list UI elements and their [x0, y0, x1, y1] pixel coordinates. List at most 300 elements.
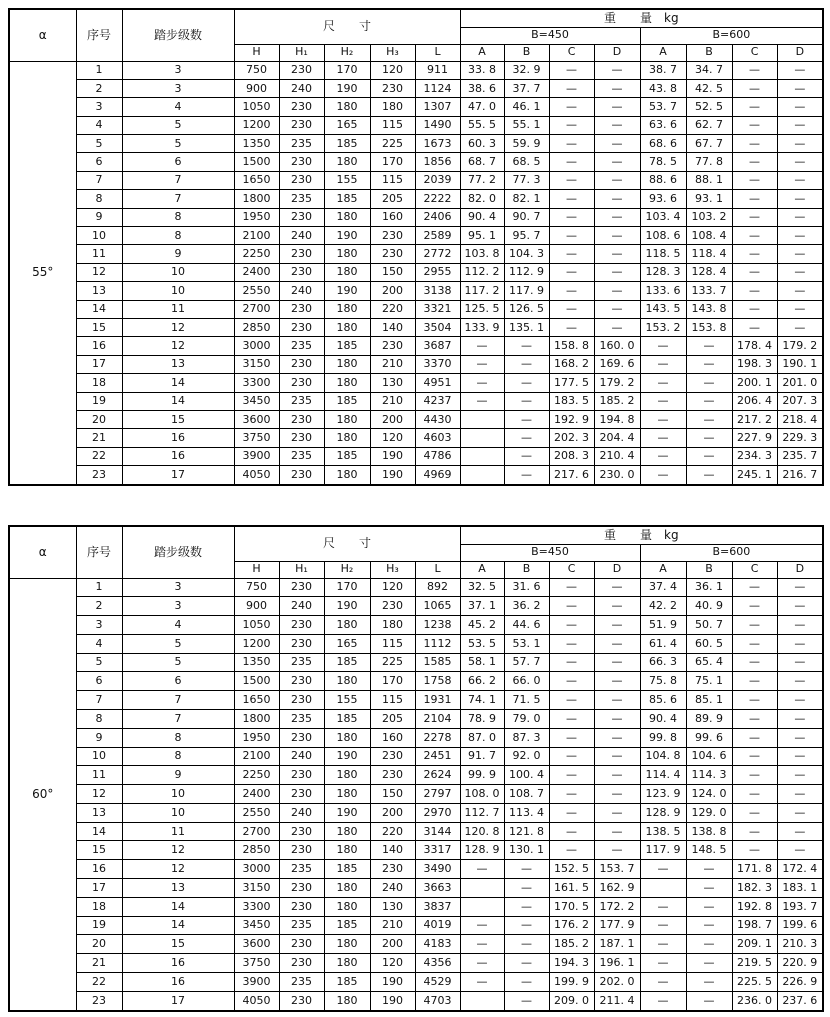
data-cell: 2772: [415, 245, 460, 263]
data-cell: 13: [122, 879, 234, 898]
data-cell: 2: [76, 79, 122, 97]
data-cell: 42. 5: [686, 79, 732, 97]
col-header-b450-D: D: [594, 561, 640, 578]
data-cell: 200: [370, 410, 415, 428]
col-header-b450-A: A: [460, 44, 504, 61]
data-cell: 180: [324, 466, 370, 485]
table-row: [9, 282, 823, 300]
data-cell: —: [732, 766, 777, 785]
data-cell: —: [777, 653, 823, 672]
data-cell: —: [686, 410, 732, 428]
data-cell: —: [732, 803, 777, 822]
data-cell: —: [594, 263, 640, 281]
data-cell: —: [594, 171, 640, 189]
data-cell: 1931: [415, 691, 460, 710]
data-cell: 160: [370, 728, 415, 747]
data-cell: —: [460, 972, 504, 991]
data-cell: 2104: [415, 709, 460, 728]
data-cell: 185: [324, 337, 370, 355]
data-cell: —: [777, 672, 823, 691]
data-cell: 47. 0: [460, 98, 504, 116]
data-cell: 235: [279, 860, 324, 879]
data-cell: 104. 3: [504, 245, 549, 263]
data-cell: 19: [76, 916, 122, 935]
data-cell: 117. 9: [504, 282, 549, 300]
data-cell: —: [594, 822, 640, 841]
data-cell: 68. 5: [504, 153, 549, 171]
data-cell: 240: [279, 227, 324, 245]
data-cell: —: [686, 374, 732, 392]
data-cell: 104. 8: [640, 747, 686, 766]
data-cell: —: [732, 116, 777, 134]
data-cell: —: [549, 300, 594, 318]
data-cell: 1800: [234, 190, 279, 208]
col-header-b450-B: B: [504, 44, 549, 61]
data-cell: 180: [324, 318, 370, 336]
data-cell: 1490: [415, 116, 460, 134]
data-cell: 13: [122, 355, 234, 373]
data-cell: 14: [122, 897, 234, 916]
data-cell: —: [686, 954, 732, 973]
data-cell: 113. 4: [504, 803, 549, 822]
data-cell: 171. 8: [732, 860, 777, 879]
data-cell: —: [732, 171, 777, 189]
data-cell: 22: [76, 972, 122, 991]
data-cell: 3600: [234, 935, 279, 954]
data-cell: 18: [76, 897, 122, 916]
data-cell: 143. 8: [686, 300, 732, 318]
data-cell: 170: [370, 672, 415, 691]
data-cell: 1065: [415, 597, 460, 616]
data-cell: —: [777, 578, 823, 597]
data-cell: 1200: [234, 116, 279, 134]
data-cell: —: [732, 785, 777, 804]
data-cell: —: [686, 860, 732, 879]
data-cell: 180: [370, 616, 415, 635]
data-cell: 201. 0: [777, 374, 823, 392]
data-cell: —: [686, 935, 732, 954]
data-cell: 225: [370, 135, 415, 153]
table-row: [9, 410, 823, 428]
data-cell: 180: [324, 355, 370, 373]
data-cell: 185: [324, 709, 370, 728]
data-cell: 13: [76, 803, 122, 822]
data-cell: 16: [76, 860, 122, 879]
table-row: [9, 578, 823, 597]
data-cell: 3900: [234, 972, 279, 991]
data-cell: 21: [76, 954, 122, 973]
data-cell: —: [640, 954, 686, 973]
data-cell: —: [777, 803, 823, 822]
data-cell: —: [732, 709, 777, 728]
table-row: [9, 860, 823, 879]
data-cell: —: [777, 171, 823, 189]
data-cell: —: [549, 766, 594, 785]
data-cell: 57. 7: [504, 653, 549, 672]
data-cell: —: [594, 653, 640, 672]
data-cell: 85. 1: [686, 691, 732, 710]
data-cell: 16: [122, 954, 234, 973]
group-header-weight: 重 量 kg: [460, 9, 823, 27]
col-header-b450-D: D: [594, 44, 640, 61]
header-row-top: [9, 9, 823, 27]
data-cell: —: [504, 897, 549, 916]
data-cell: 240: [279, 747, 324, 766]
group-header-b600: B=600: [640, 27, 823, 44]
data-cell: 23: [76, 466, 122, 485]
table-row: [9, 98, 823, 116]
data-cell: 180: [324, 935, 370, 954]
data-cell: 1673: [415, 135, 460, 153]
group-header-b450: B=450: [460, 544, 640, 561]
data-cell: —: [732, 135, 777, 153]
data-cell: 5: [122, 634, 234, 653]
data-cell: 199. 6: [777, 916, 823, 935]
data-cell: 2250: [234, 245, 279, 263]
data-cell: —: [686, 466, 732, 485]
data-cell: 180: [324, 785, 370, 804]
data-cell: 120: [370, 61, 415, 79]
data-cell: 190. 1: [777, 355, 823, 373]
data-cell: 90. 4: [640, 709, 686, 728]
table-row: [9, 429, 823, 447]
group-header-b450: B=450: [460, 27, 640, 44]
data-cell: 133. 6: [640, 282, 686, 300]
spec-table-60-degrees: [8, 525, 824, 1012]
data-cell: 66. 0: [504, 672, 549, 691]
data-cell: 180: [324, 766, 370, 785]
data-cell: —: [777, 822, 823, 841]
data-cell: —: [549, 597, 594, 616]
data-cell: 185: [324, 135, 370, 153]
data-cell: —: [732, 79, 777, 97]
data-cell: —: [594, 300, 640, 318]
data-cell: 108. 0: [460, 785, 504, 804]
data-cell: 99. 8: [640, 728, 686, 747]
data-cell: —: [460, 860, 504, 879]
data-cell: 33. 8: [460, 61, 504, 79]
spec-table-55-degrees: [8, 8, 824, 486]
data-cell: 1950: [234, 728, 279, 747]
data-cell: —: [549, 822, 594, 841]
data-cell: 180: [324, 263, 370, 281]
data-cell: 38. 6: [460, 79, 504, 97]
data-cell: —: [594, 208, 640, 226]
data-cell: [460, 991, 504, 1011]
data-cell: 7: [122, 691, 234, 710]
data-cell: —: [640, 337, 686, 355]
col-header-L: L: [415, 561, 460, 578]
data-cell: —: [732, 300, 777, 318]
data-cell: —: [504, 429, 549, 447]
data-cell: 2039: [415, 171, 460, 189]
data-cell: 178. 4: [732, 337, 777, 355]
data-cell: 82. 1: [504, 190, 549, 208]
data-cell: 15: [76, 318, 122, 336]
data-cell: —: [777, 728, 823, 747]
data-cell: 180: [324, 245, 370, 263]
data-cell: 3: [122, 578, 234, 597]
data-cell: 3: [122, 597, 234, 616]
data-cell: 82. 0: [460, 190, 504, 208]
data-cell: 100. 4: [504, 766, 549, 785]
data-cell: 230: [370, 337, 415, 355]
data-cell: 52. 5: [686, 98, 732, 116]
data-cell: 183. 5: [549, 392, 594, 410]
data-cell: 6: [122, 672, 234, 691]
data-cell: 165: [324, 634, 370, 653]
col-header-b600-A: A: [640, 561, 686, 578]
data-cell: 5: [122, 116, 234, 134]
table-row: [9, 653, 823, 672]
data-cell: —: [777, 634, 823, 653]
col-header-H3: H₃: [370, 44, 415, 61]
table-row: [9, 935, 823, 954]
data-cell: 9: [122, 245, 234, 263]
data-cell: —: [777, 116, 823, 134]
data-cell: —: [504, 972, 549, 991]
data-cell: 9: [122, 766, 234, 785]
data-cell: 7: [122, 190, 234, 208]
data-cell: 108. 7: [504, 785, 549, 804]
data-cell: —: [732, 190, 777, 208]
data-cell: —: [549, 116, 594, 134]
data-cell: 900: [234, 79, 279, 97]
data-cell: —: [594, 153, 640, 171]
data-cell: —: [549, 79, 594, 97]
data-cell: 61. 4: [640, 634, 686, 653]
data-cell: 230: [370, 227, 415, 245]
data-cell: 14: [122, 916, 234, 935]
data-cell: 9: [76, 728, 122, 747]
data-cell: 2222: [415, 190, 460, 208]
data-cell: 180: [324, 991, 370, 1011]
table-row: [9, 61, 823, 79]
data-cell: 20: [76, 410, 122, 428]
data-cell: 140: [370, 318, 415, 336]
data-cell: 6: [122, 153, 234, 171]
data-cell: —: [777, 98, 823, 116]
table-row: [9, 116, 823, 134]
data-cell: 68. 6: [640, 135, 686, 153]
data-cell: —: [640, 355, 686, 373]
data-cell: [460, 429, 504, 447]
data-cell: 235: [279, 916, 324, 935]
data-cell: —: [460, 355, 504, 373]
data-cell: —: [549, 578, 594, 597]
data-cell: 15: [122, 410, 234, 428]
data-cell: 190: [324, 597, 370, 616]
data-cell: 22: [76, 447, 122, 465]
data-cell: 104. 6: [686, 747, 732, 766]
data-cell: 112. 9: [504, 263, 549, 281]
data-cell: —: [549, 98, 594, 116]
data-cell: —: [549, 318, 594, 336]
data-cell: 180: [324, 410, 370, 428]
data-cell: 16: [122, 429, 234, 447]
table-row: [9, 672, 823, 691]
data-cell: 180: [324, 374, 370, 392]
data-cell: 18: [76, 374, 122, 392]
data-cell: 117. 2: [460, 282, 504, 300]
data-cell: —: [460, 935, 504, 954]
data-cell: 90. 7: [504, 208, 549, 226]
col-header-b600-D: D: [777, 561, 823, 578]
data-cell: 13: [76, 282, 122, 300]
table-row: [9, 766, 823, 785]
data-cell: 210. 3: [777, 935, 823, 954]
table-row: [9, 897, 823, 916]
col-header-L: L: [415, 44, 460, 61]
data-cell: —: [504, 916, 549, 935]
table-row: [9, 263, 823, 281]
data-cell: —: [594, 691, 640, 710]
data-cell: 185. 2: [549, 935, 594, 954]
data-cell: 180: [324, 879, 370, 898]
data-cell: —: [732, 634, 777, 653]
col-header-alpha: α: [9, 9, 76, 61]
data-cell: 115: [370, 691, 415, 710]
data-cell: 230: [279, 691, 324, 710]
table-row: [9, 954, 823, 973]
data-cell: 3: [122, 79, 234, 97]
data-cell: —: [640, 429, 686, 447]
data-cell: 179. 2: [594, 374, 640, 392]
data-cell: 187. 1: [594, 935, 640, 954]
data-cell: 63. 6: [640, 116, 686, 134]
table-row: [9, 392, 823, 410]
data-cell: —: [504, 954, 549, 973]
data-cell: 90. 4: [460, 208, 504, 226]
data-cell: —: [777, 300, 823, 318]
data-cell: 153. 8: [686, 318, 732, 336]
data-cell: 230: [279, 578, 324, 597]
data-cell: 53. 7: [640, 98, 686, 116]
data-cell: 95. 1: [460, 227, 504, 245]
data-cell: —: [777, 785, 823, 804]
data-cell: 245. 1: [732, 466, 777, 485]
data-cell: 217. 2: [732, 410, 777, 428]
data-cell: 911: [415, 61, 460, 79]
data-cell: 1200: [234, 634, 279, 653]
data-cell: 38. 7: [640, 61, 686, 79]
data-cell: 130. 1: [504, 841, 549, 860]
data-cell: 2589: [415, 227, 460, 245]
data-cell: 112. 7: [460, 803, 504, 822]
data-cell: 16: [122, 972, 234, 991]
data-cell: —: [686, 392, 732, 410]
data-cell: —: [549, 190, 594, 208]
data-cell: 114. 4: [640, 766, 686, 785]
data-cell: 17: [76, 355, 122, 373]
data-cell: —: [777, 190, 823, 208]
data-cell: 3300: [234, 374, 279, 392]
data-cell: 230: [279, 672, 324, 691]
data-cell: 34. 7: [686, 61, 732, 79]
table-row: [9, 318, 823, 336]
data-cell: —: [777, 153, 823, 171]
data-cell: 230: [279, 171, 324, 189]
data-cell: —: [640, 935, 686, 954]
data-cell: 200. 1: [732, 374, 777, 392]
data-cell: 4050: [234, 991, 279, 1011]
data-cell: 182. 3: [732, 879, 777, 898]
data-cell: —: [594, 672, 640, 691]
data-cell: 23: [76, 991, 122, 1011]
data-cell: —: [777, 61, 823, 79]
data-cell: 4951: [415, 374, 460, 392]
data-cell: 3750: [234, 429, 279, 447]
data-cell: 4969: [415, 466, 460, 485]
data-cell: —: [594, 597, 640, 616]
data-cell: 14: [76, 300, 122, 318]
data-cell: 155: [324, 691, 370, 710]
data-cell: —: [460, 954, 504, 973]
data-cell: —: [732, 822, 777, 841]
data-cell: 4430: [415, 410, 460, 428]
data-cell: —: [732, 841, 777, 860]
data-cell: 2955: [415, 263, 460, 281]
data-cell: [460, 410, 504, 428]
data-cell: 140: [370, 841, 415, 860]
data-cell: 129. 0: [686, 803, 732, 822]
data-cell: 17: [122, 466, 234, 485]
data-cell: —: [594, 634, 640, 653]
header-row-top: [9, 526, 823, 544]
data-cell: 8: [76, 709, 122, 728]
data-cell: —: [504, 935, 549, 954]
data-cell: 235: [279, 972, 324, 991]
data-cell: 240: [279, 79, 324, 97]
data-cell: 230: [279, 991, 324, 1011]
data-cell: 230. 0: [594, 466, 640, 485]
data-cell: 37. 1: [460, 597, 504, 616]
data-cell: 55. 1: [504, 116, 549, 134]
data-cell: 5: [122, 135, 234, 153]
data-cell: 892: [415, 578, 460, 597]
data-cell: 2970: [415, 803, 460, 822]
data-cell: 150: [370, 263, 415, 281]
data-cell: 235: [279, 337, 324, 355]
data-cell: 210: [370, 392, 415, 410]
data-cell: 36. 2: [504, 597, 549, 616]
data-cell: 185: [324, 860, 370, 879]
data-cell: —: [777, 766, 823, 785]
data-cell: —: [594, 190, 640, 208]
data-cell: 103. 2: [686, 208, 732, 226]
data-cell: 78. 9: [460, 709, 504, 728]
data-cell: —: [549, 171, 594, 189]
data-cell: —: [504, 879, 549, 898]
data-cell: 65. 4: [686, 653, 732, 672]
data-cell: 21: [76, 429, 122, 447]
data-cell: 2400: [234, 785, 279, 804]
data-cell: 8: [122, 208, 234, 226]
data-cell: —: [777, 245, 823, 263]
data-cell: 37. 7: [504, 79, 549, 97]
data-cell: 2100: [234, 747, 279, 766]
data-cell: 190: [324, 79, 370, 97]
data-cell: 237. 6: [777, 991, 823, 1011]
data-cell: —: [686, 879, 732, 898]
data-cell: —: [460, 916, 504, 935]
data-cell: 11: [76, 766, 122, 785]
data-cell: —: [732, 672, 777, 691]
group-header-weight: 重 量 kg: [460, 526, 823, 544]
table-row: [9, 337, 823, 355]
data-cell: —: [777, 616, 823, 635]
data-cell: 235. 7: [777, 447, 823, 465]
